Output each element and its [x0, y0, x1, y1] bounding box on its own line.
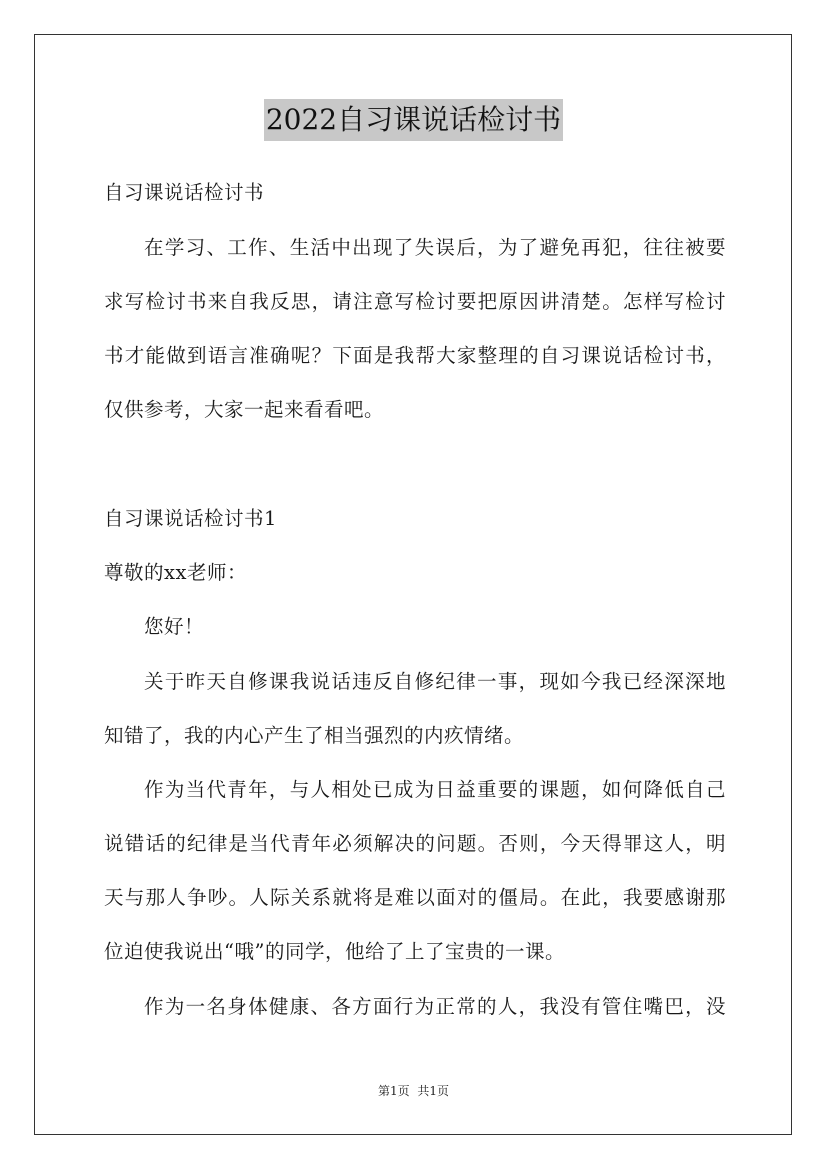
paragraph-line: 关于昨天自修课我说话违反自修纪律一事，现如今我已经深深地: [144, 670, 726, 693]
salutation: 尊敬的xx老师：: [104, 561, 247, 584]
paragraph-line: 作为一名身体健康、各方面行为正常的人，我没有管住嘴巴，没: [144, 995, 726, 1018]
paragraph-line: 作为当代青年，与人相处已成为日益重要的课题，如何降低自己: [144, 778, 726, 801]
paragraph-line: 知错了，我的内心产生了相当强烈的内疚情绪。: [104, 724, 525, 747]
section-heading: 自习课说话检讨书: [104, 181, 265, 204]
paragraph-line: 说错话的纪律是当代青年必须解决的问题。否则，今天得罪这人，明: [104, 832, 726, 855]
title-container: [0, 99, 827, 141]
page-number: 第1页: [378, 1084, 410, 1098]
paragraph-line: 天与那人争吵。人际关系就将是难以面对的僵局。在此，我要感谢那: [104, 886, 726, 909]
paragraph-line: 书才能做到语言准确呢？下面是我帮大家整理的自习课说话检讨书，: [104, 344, 726, 367]
paragraph-line: 位迫使我说出“哦”的同学，他给了上了宝贵的一课。: [104, 940, 565, 963]
page-footer: [0, 1083, 827, 1099]
document-title: 2022自习课说话检讨书: [264, 99, 563, 141]
paragraph-line: 求写检讨书来自我反思，请注意写检讨要把原因讲清楚。怎样写检讨: [104, 290, 726, 313]
section-heading: 自习课说话检讨书1: [104, 507, 277, 530]
page-total: 共1页: [417, 1084, 449, 1098]
greeting: 您好！: [144, 615, 205, 638]
paragraph-line: 在学习、工作、生活中出现了失误后，为了避免再犯，往往被要: [144, 236, 726, 259]
paragraph-line: 仅供参考，大家一起来看看吧。: [104, 398, 385, 421]
